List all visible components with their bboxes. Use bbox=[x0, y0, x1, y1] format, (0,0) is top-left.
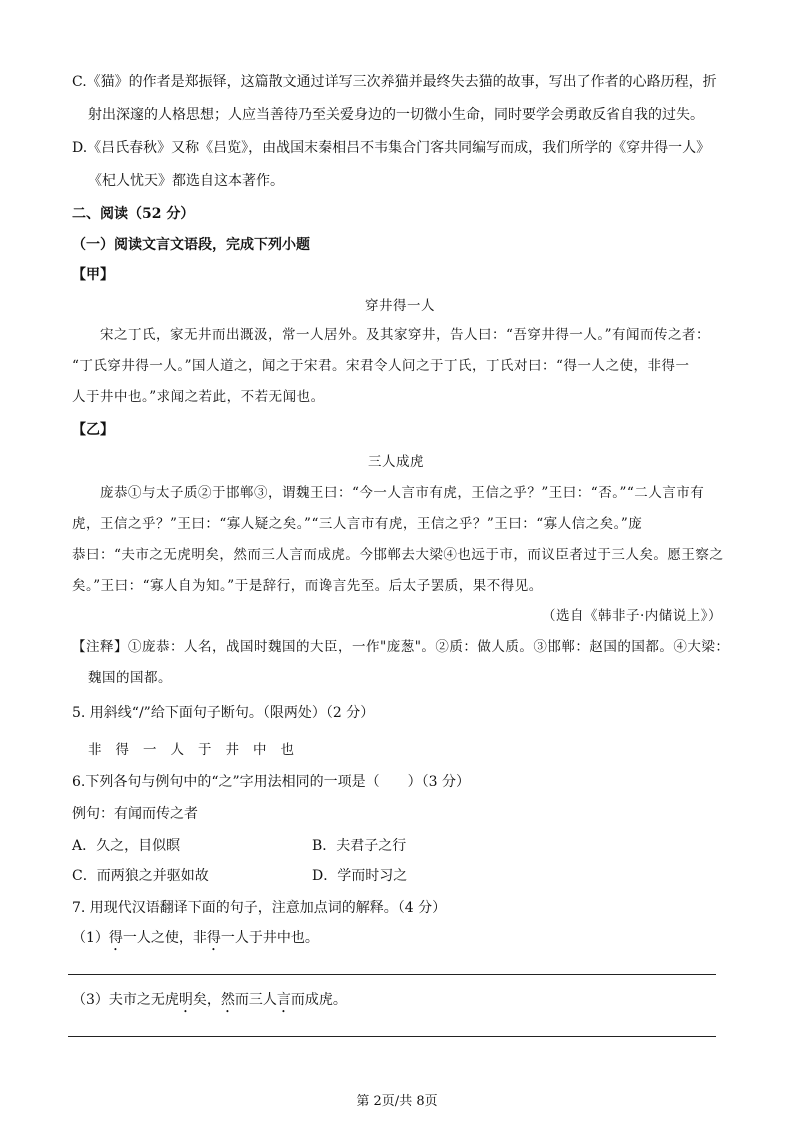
yi-text-line3: 恭曰：“夫市之无虎明矣，然而三人言而成虎。今邯郸去大梁④也远于市，而议臣者过于三人矣。愿王察之 bbox=[72, 547, 724, 563]
answer-line bbox=[68, 1036, 716, 1037]
subsection-title: （一）阅读文言文语段，完成下列小题 bbox=[72, 237, 310, 253]
q7-sentence-3 bbox=[72, 990, 347, 1016]
q5-prompt: 5. 用斜线“/”给下面句子断句。（限两处）（2 分） bbox=[72, 705, 375, 721]
option-c-line1: C.《猫》的作者是郑振铎，这篇散文通过详写三次养猫并最终失去猫的故事，写出了作者的心路历程，折 bbox=[72, 74, 717, 90]
q7-s1-text: 一人于井中也。 bbox=[220, 930, 319, 946]
q6-example: 例句：有闻而传之者 bbox=[72, 806, 198, 822]
q6-prompt: 6.下列各句与例句中的“之”字用法相同的一项是（ ）（3 分） bbox=[72, 774, 471, 790]
q7-prompt: 7. 用现代汉语翻译下面的句子，注意加点词的解释。（4 分） bbox=[72, 900, 447, 916]
q7-s3-dotted-word: 言 bbox=[276, 992, 291, 1008]
jia-title: 穿井得一人 bbox=[365, 298, 435, 314]
q7-s1-number: （1） bbox=[72, 930, 109, 946]
q7-s3-text: 夫市之无虎 bbox=[108, 992, 179, 1008]
yi-title: 三人成虎 bbox=[368, 454, 424, 470]
notes-line1: 【注释】①庞恭：人名，战国时魏国的大臣，一作"庞葱"。②质：做人质。③邯郸：赵国的国都。④大梁： bbox=[72, 639, 730, 655]
q7-s3-text: 而成虎。 bbox=[290, 992, 347, 1008]
jia-text-line2: “丁氏穿井得一人。”国人道之，闻之于宋君。宋君令人问之于丁氏，丁氏对曰：“得一人之使，非得一 bbox=[72, 358, 690, 374]
q7-s3-text: 而三人 bbox=[234, 992, 277, 1008]
yi-text-line4: 矣。”王曰：“寡人自为知。”于是辞行，而谗言先至。后太子罢质，果不得见。 bbox=[72, 578, 543, 594]
q6-option-c: C．而两狼之并驱如故 bbox=[72, 868, 209, 884]
q5-sentence: 非得一人于井中也 bbox=[88, 742, 308, 758]
jia-label: 【甲】 bbox=[72, 267, 114, 283]
yi-source: （选自《韩非子·内储说上》） bbox=[541, 608, 722, 624]
q7-s3-dotted-word: 明 bbox=[178, 992, 193, 1008]
q6-option-d: D．学而时习之 bbox=[312, 868, 408, 884]
q6-option-b: B．夫君子之行 bbox=[312, 838, 407, 854]
option-d-line2: 《杞人忧天》都选自这本著作。 bbox=[88, 173, 284, 189]
jia-text-line1: 宋之丁氏，家无井而出溉汲，常一人居外。及其家穿井，告人曰：“吾穿井得一人。”有闻而传之者： bbox=[100, 327, 711, 343]
q7-sentence-1 bbox=[72, 928, 319, 954]
jia-text-line3: 人于井中也。”求闻之若此，不若无闻也。 bbox=[72, 389, 325, 405]
q7-s3-number: （3） bbox=[72, 992, 109, 1008]
yi-text-line2: 虎，王信之乎？”王曰：“寡人疑之矣。”“三人言市有虎，王信之乎？”王曰：“寡人信之矣。”庞 bbox=[72, 516, 643, 532]
q6-option-a: A．久之，目似瞑 bbox=[72, 838, 181, 854]
q7-s3-text: 矣， bbox=[192, 992, 221, 1008]
notes-line2: 魏国的国都。 bbox=[88, 670, 172, 686]
answer-line bbox=[68, 974, 716, 975]
option-d-line1: D.《吕氏春秋》又称《吕览》，由战国末秦相吕不韦集合门客共同编写而成，我们所学的《穿井得一人》 bbox=[72, 140, 711, 156]
option-c-line2: 射出深邃的人格思想；人应当善待乃至关爱身边的一切微小生命，同时要学会勇敢反省自我的过失。 bbox=[88, 107, 704, 123]
q7-s1-dotted-word: 得 bbox=[206, 930, 221, 946]
q7-s3-dotted-word: 然 bbox=[220, 992, 235, 1008]
yi-text-line1: 庞恭①与太子质②于邯郸③，谓魏王曰：“今一人言市有虎，王信之乎？”王曰：“否。”“二人言市有 bbox=[100, 485, 705, 501]
page-footer: 第 2页/共 8页 bbox=[356, 1094, 438, 1109]
q7-s1-text: 一人之使，非 bbox=[122, 930, 207, 946]
section-title: 二、阅读（52 分） bbox=[72, 206, 195, 222]
yi-label: 【乙】 bbox=[72, 422, 114, 438]
q7-s1-dotted-word: 得 bbox=[108, 930, 123, 946]
